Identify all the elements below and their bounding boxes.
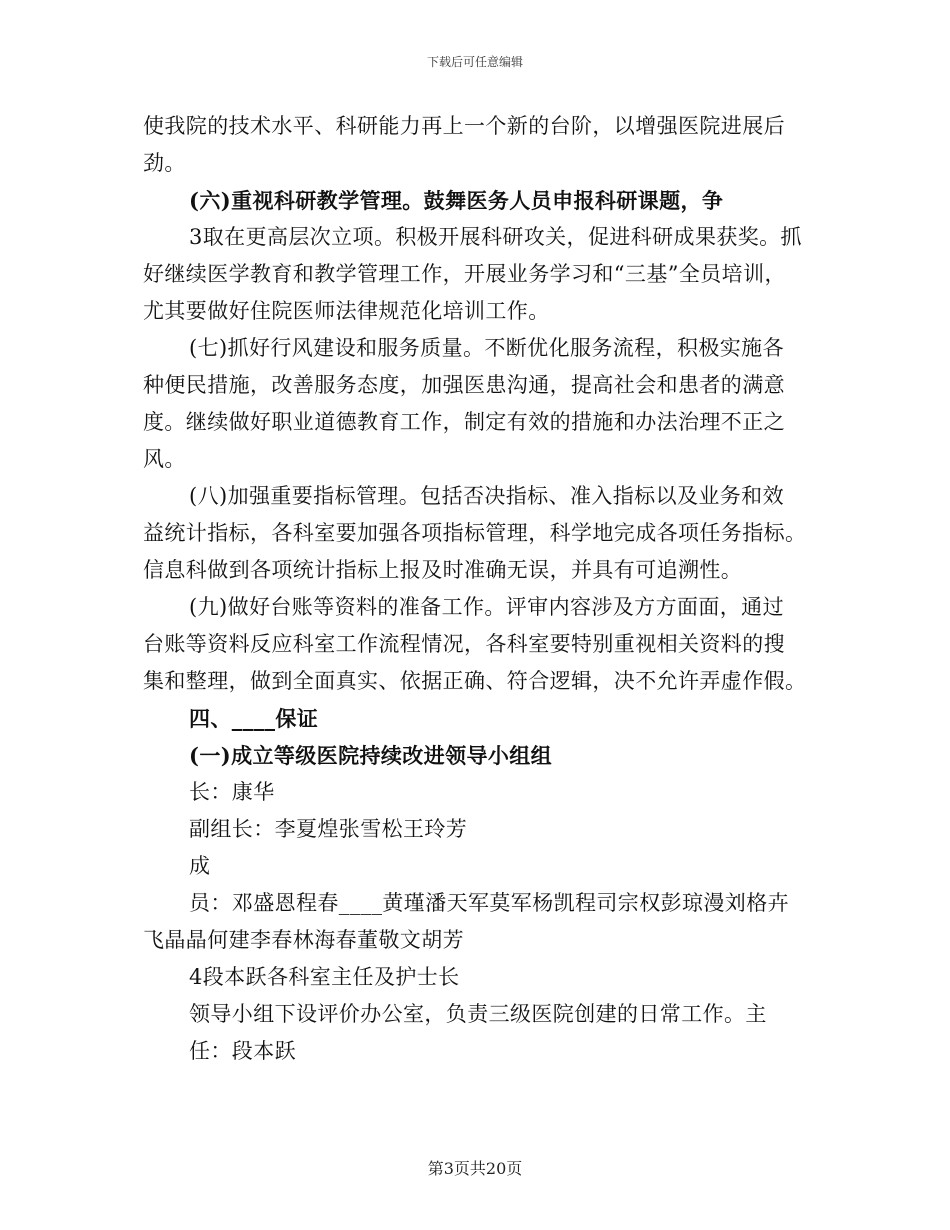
body-line: 员：邓盛恩程春____黄瑾潘天军莫军杨凯程司宗权彭琼漫刘格卉: [189, 891, 789, 915]
body-line: 尤其要做好住院医师法律规范化培训工作。: [143, 299, 550, 323]
body-line: (七)抓好行风建设和服务质量。不断优化服务流程，积极实施各: [189, 336, 784, 360]
body-line: 任：段本跃: [189, 1039, 296, 1063]
body-line: 好继续医学教育和教学管理工作，开展业务学习和“三基”全员培训，: [143, 262, 786, 286]
body-line: 成: [189, 854, 211, 878]
body-line: 4段本跃各科室主任及护士长: [189, 965, 460, 989]
page-number-footer: 第3页共20页: [427, 1159, 523, 1178]
body-line: 种便民措施，改善服务态度，加强医患沟通，提高社会和患者的满意: [143, 373, 785, 397]
section-heading-4: 四、____保证: [189, 706, 319, 731]
subsection-heading-1: (一)成立等级医院持续改进领导小组组: [189, 743, 553, 768]
body-line: 集和整理，做到全面真实、依据正确、符合逻辑，决不允许弄虚作假。: [143, 669, 807, 693]
body-line: 度。继续做好职业道德教育工作，制定有效的措施和办法治理不正之: [143, 410, 785, 434]
body-line: 3取在更高层次立项。积极开展科研攻关，促进科研成果获奖。抓: [189, 225, 802, 249]
body-line: 劲。: [143, 151, 186, 175]
body-line: 风。: [143, 447, 186, 471]
body-line: 飞晶晶何建李春林海春董敬文胡芳: [143, 928, 464, 952]
body-line: 副组长：李夏煌张雪松王玲芳: [189, 817, 468, 841]
body-line: 益统计指标，各科室要加强各项指标管理，科学地完成各项任务指标。: [143, 521, 807, 545]
body-line: 台账等资料反应科室工作流程情况，各科室要特别重视相关资料的搜: [143, 632, 785, 656]
body-line: 使我院的技术水平、科研能力再上一个新的台阶，以增强医院进展后: [143, 114, 785, 138]
section-heading-6: (六)重视科研教学管理。鼓舞医务人员申报科研课题，争: [189, 188, 724, 213]
page-header-note: 下载后可任意编辑: [426, 55, 523, 69]
body-line: (八)加强重要指标管理。包括否决指标、准入指标以及业务和效: [189, 484, 784, 508]
body-line: 信息科做到各项统计指标上报及时准确无误，并具有可追溯性。: [143, 558, 743, 582]
document-body: [143, 108, 815, 1070]
body-line: (九)做好台账等资料的准备工作。评审内容涉及方方面面，通过: [189, 595, 784, 619]
body-line: 领导小组下设评价办公室，负责三级医院创建的日常工作。主: [189, 1002, 767, 1026]
body-line: 长：康华: [189, 780, 275, 804]
